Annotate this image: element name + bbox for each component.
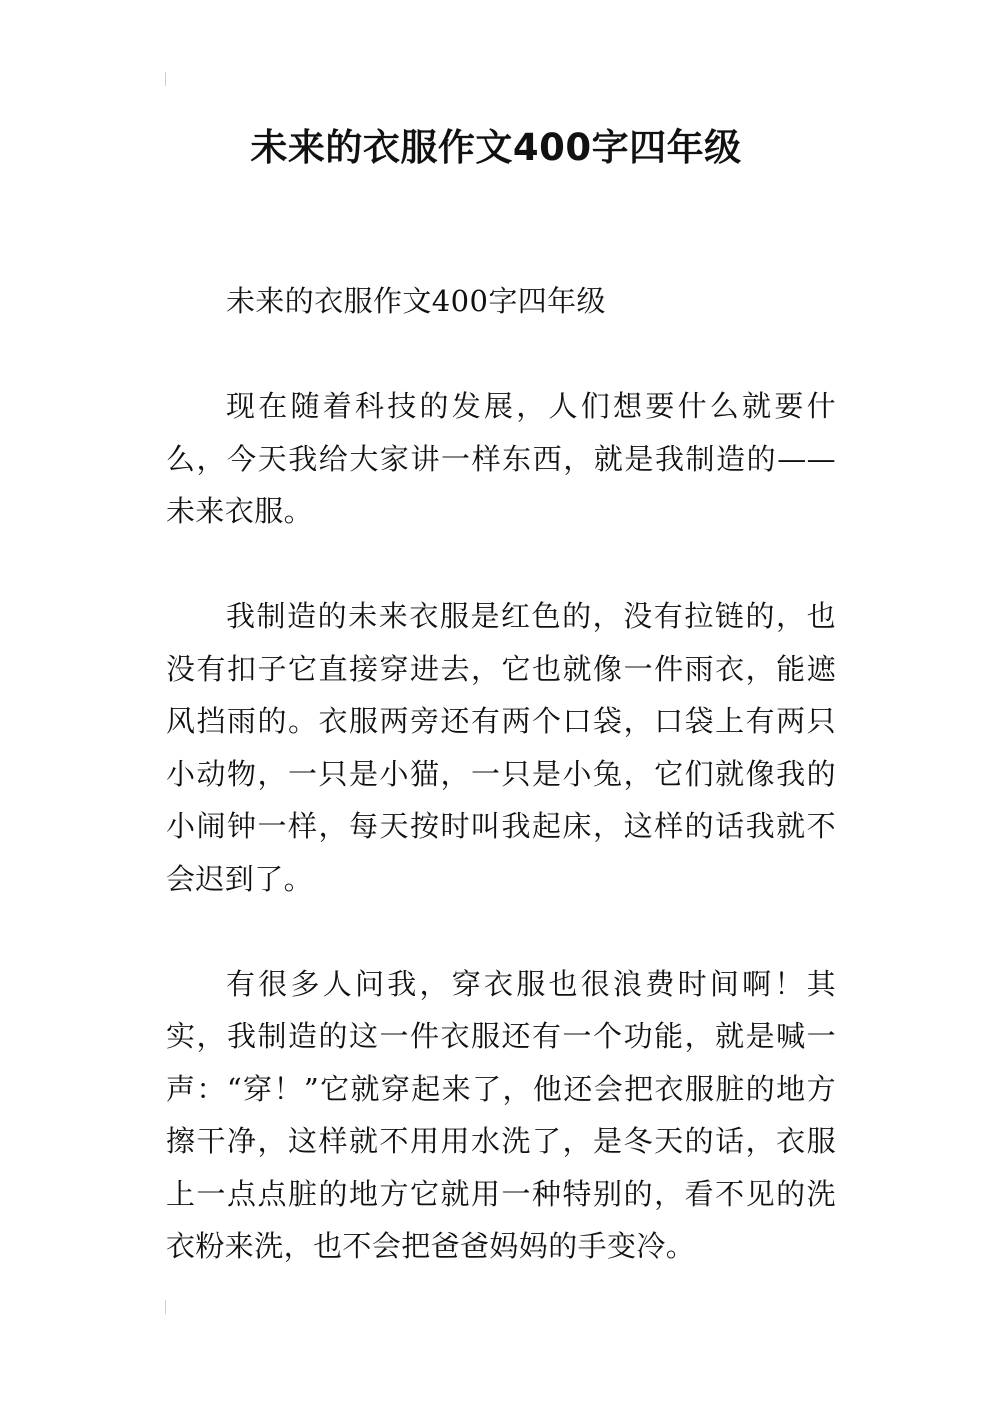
paragraph-subtitle: 未来的衣服作文400字四年级 bbox=[226, 284, 606, 318]
document-title: 未来的衣服作文400字四年级 bbox=[250, 126, 742, 169]
document-body bbox=[166, 275, 836, 1325]
paragraph-description: 我制造的未来衣服是红色的，没有拉链的，也没有扣子它直接穿进去，它也就像一件雨衣，能遮风挡雨的。衣服两旁还有两个口袋，口袋上有两只小动物，一只是小猫，一只是小兔，它们就像我的小闹钟一样，每天按时叫我起床，这样的话我就不会迟到了。 bbox=[166, 599, 836, 896]
page-corner-mark-top bbox=[165, 72, 166, 86]
paragraph-function: 有很多人问我，穿衣服也很浪费时间啊！其实，我制造的这一件衣服还有一个功能，就是喊一声：“穿！”它就穿起来了，他还会把衣服脏的地方擦干净，这样就不用用水洗了，是冬天的话，衣服上一点点脏的地方它就用一种特别的，看不见的洗衣粉来洗，也不会把爸爸妈妈的手变冷。 bbox=[166, 966, 836, 1263]
page-corner-mark-bottom bbox=[165, 1300, 166, 1314]
paragraph-intro: 现在随着科技的发展，人们想要什么就要什么，今天我给大家讲一样东西，就是我制造的——未来衣服。 bbox=[166, 389, 836, 528]
